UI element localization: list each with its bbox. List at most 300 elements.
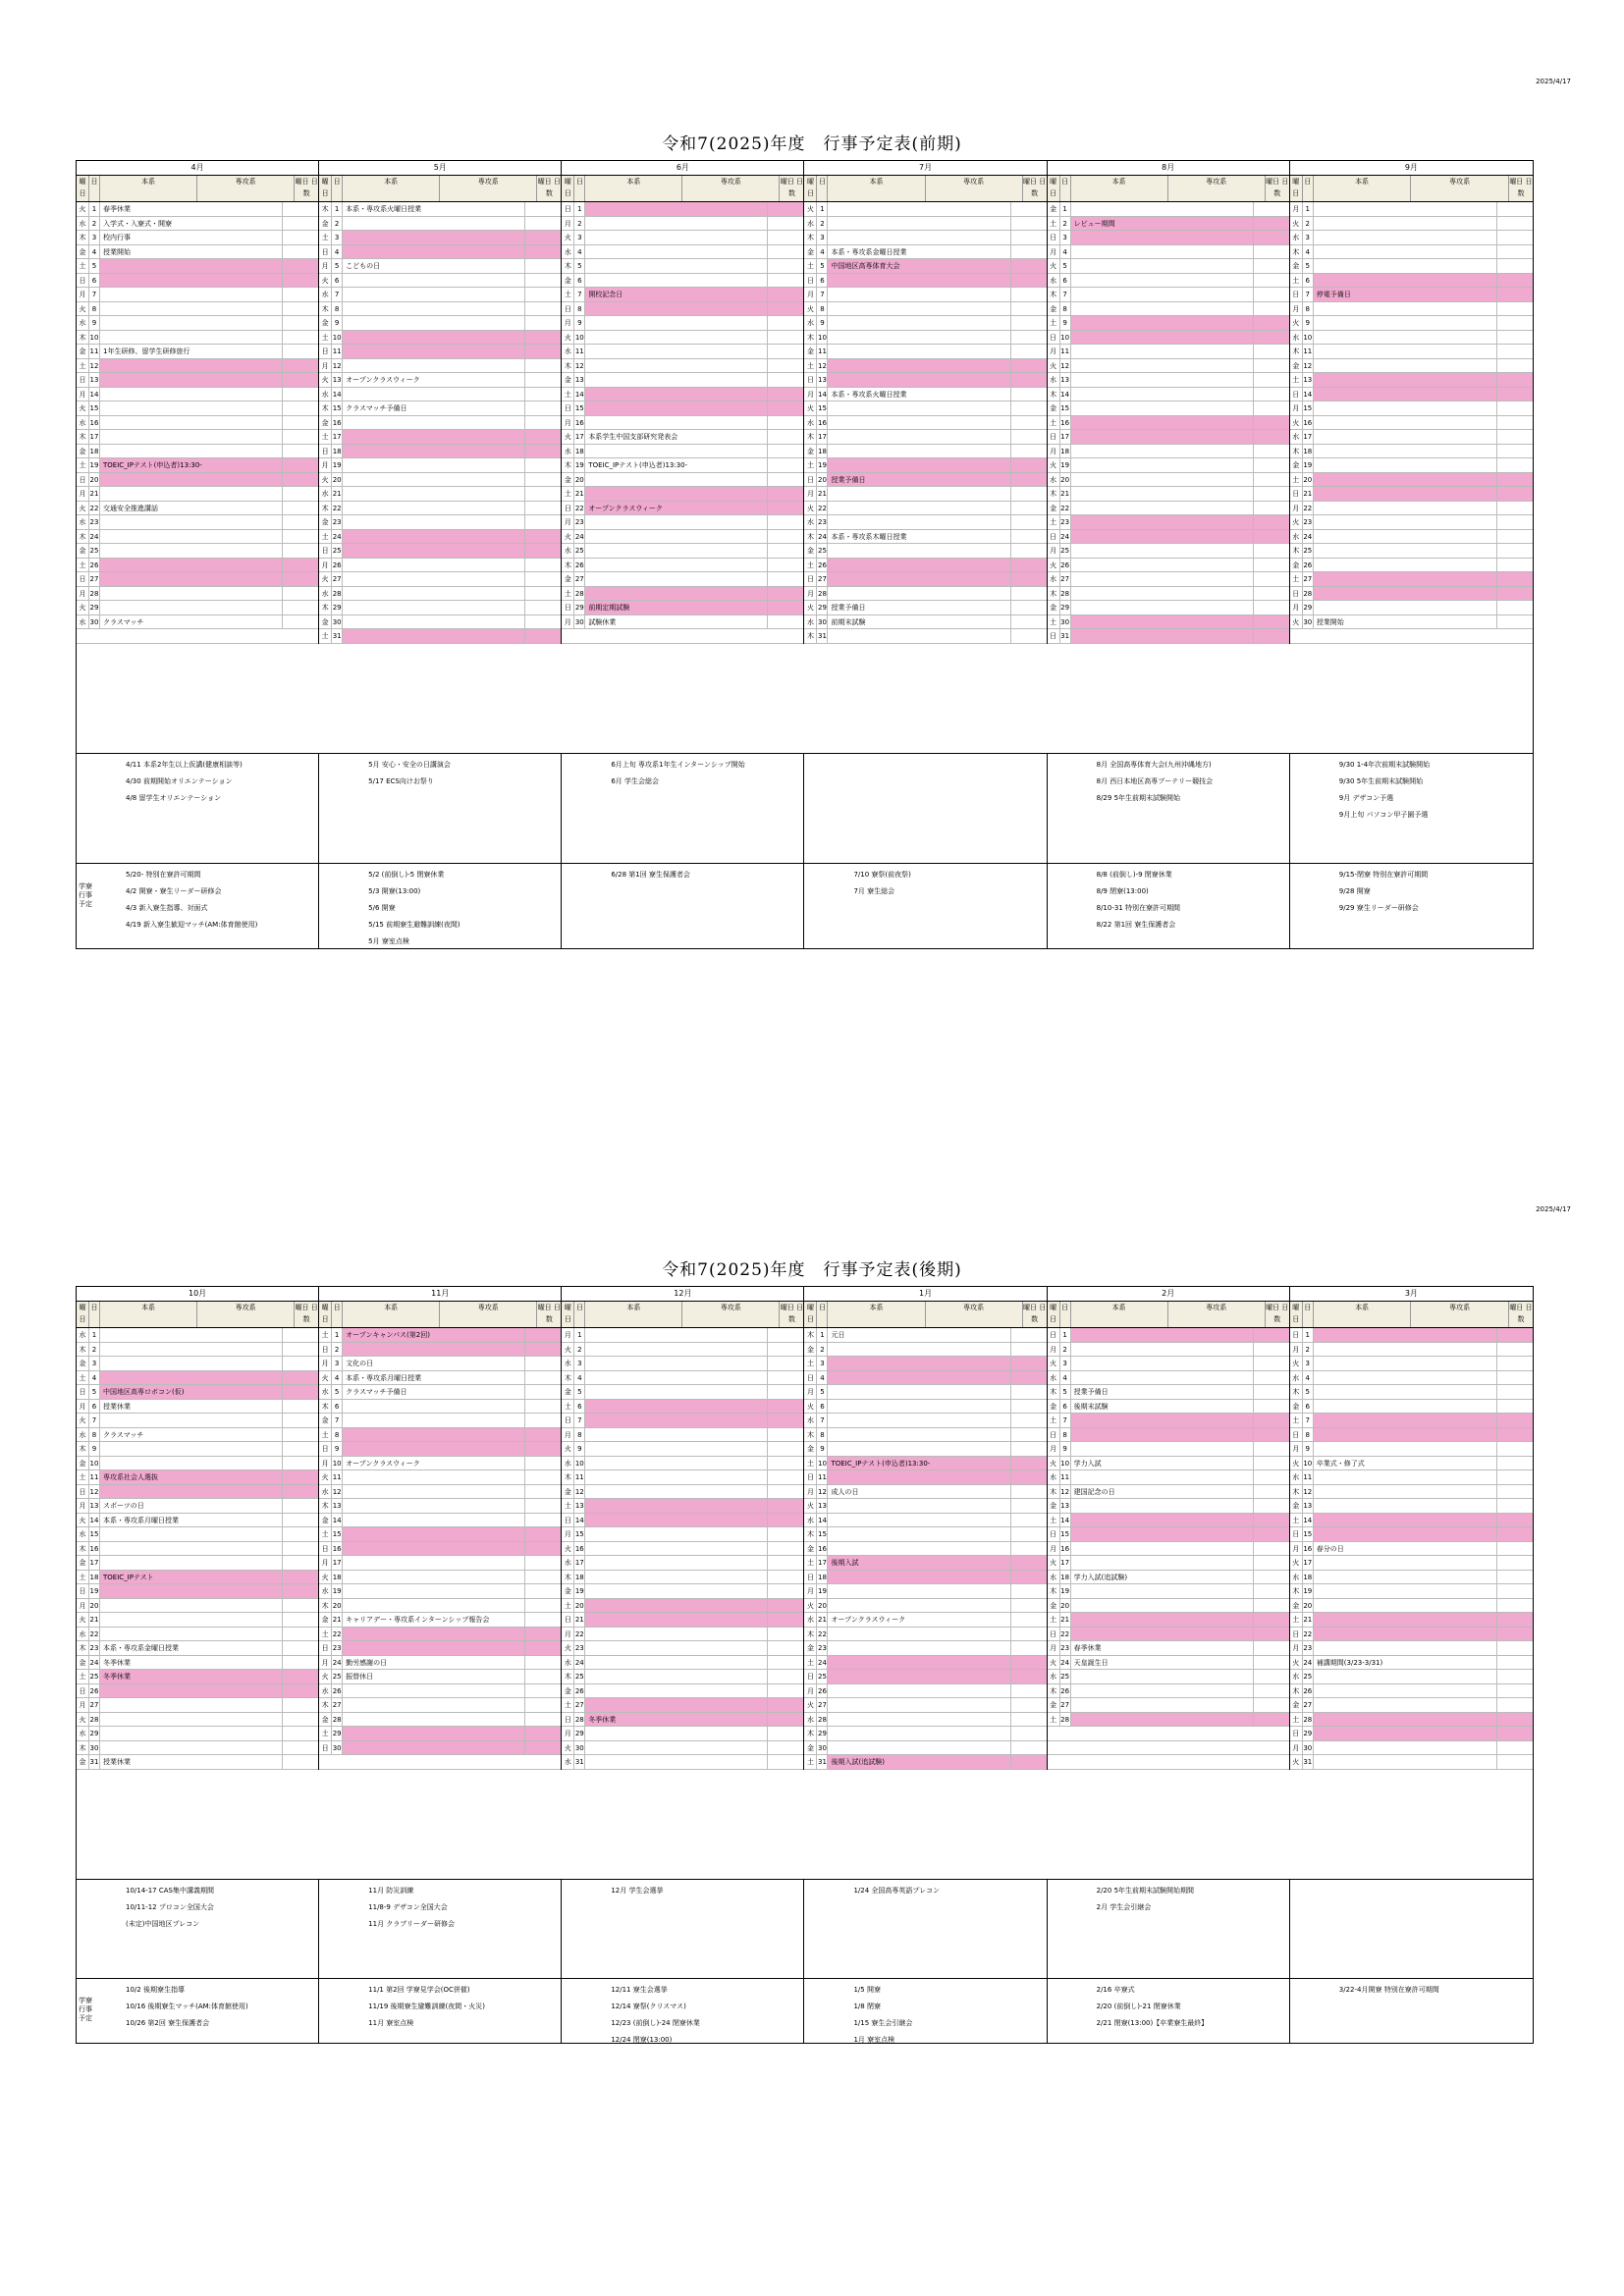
count-cell (524, 345, 561, 358)
day-cell: 10 (1303, 1457, 1314, 1470)
count-cell (1010, 1400, 1047, 1414)
event-cell (1071, 1414, 1253, 1427)
weekday-cell: 月 (1048, 345, 1060, 358)
day-cell: 11 (89, 1470, 100, 1484)
day-cell: 20 (1303, 1599, 1314, 1613)
day-row (562, 458, 803, 473)
day-cell: 20 (89, 473, 100, 487)
event-cell: 専攻系社会人選抜 (100, 1470, 282, 1484)
day-cell: 17 (332, 430, 343, 444)
day-cell: 26 (574, 1684, 585, 1698)
count-cell (282, 259, 318, 273)
event-cell (1071, 1527, 1253, 1541)
count-cell (1496, 1727, 1533, 1740)
day-row (804, 572, 1046, 587)
count-cell (282, 345, 318, 358)
dorm-events-label: 学寮行事予定 (79, 1997, 92, 2022)
day-row (319, 1485, 561, 1500)
event-cell (1071, 1470, 1253, 1484)
day-cell: 20 (332, 473, 343, 487)
day-row (319, 1499, 561, 1514)
count-cell (1253, 1400, 1289, 1414)
day-cell: 8 (817, 1428, 828, 1442)
day-row (804, 345, 1046, 359)
count-cell (767, 1613, 803, 1627)
event-cell (100, 1542, 282, 1556)
weekday-cell: 水 (77, 1428, 89, 1442)
day-cell: 7 (817, 1414, 828, 1427)
day-row (319, 1514, 561, 1528)
event-cell (585, 1527, 767, 1541)
weekday-cell: 土 (1290, 572, 1303, 586)
weekday-cell: 土 (77, 359, 89, 373)
day-row (562, 416, 803, 431)
note-item: 4/8 留学生オリエンテーション (126, 794, 222, 802)
count-cell (1496, 1571, 1533, 1584)
weekday-cell: 月 (804, 1684, 817, 1698)
count-cell (1010, 217, 1047, 231)
event-cell (585, 373, 767, 387)
event-cell (585, 1628, 767, 1641)
day-row (1048, 1527, 1289, 1542)
day-cell: 13 (1060, 1499, 1071, 1513)
day-row (77, 445, 318, 459)
event-cell (585, 1613, 767, 1627)
weekday-cell: 日 (77, 1584, 89, 1598)
notes-column (1290, 754, 1533, 864)
day-row (319, 345, 561, 359)
day-row (77, 316, 318, 331)
day-row (804, 1613, 1046, 1628)
day-row (562, 359, 803, 374)
count-cell (524, 1385, 561, 1399)
weekday-cell: 日 (1048, 629, 1060, 643)
day-cell: 31 (332, 629, 343, 643)
event-cell (100, 601, 282, 614)
count-cell (767, 1357, 803, 1370)
count-cell (1010, 416, 1047, 430)
count-cell (1496, 1371, 1533, 1385)
weekday-cell: 日 (77, 473, 89, 487)
note-item: 8/10-31 特別在寮許可期間 (1096, 904, 1181, 912)
day-row (1048, 1414, 1289, 1428)
day-row (562, 1414, 803, 1428)
day-cell: 22 (332, 502, 343, 515)
count-cell (1496, 1741, 1533, 1755)
count-cell (524, 1527, 561, 1541)
day-cell: 16 (89, 416, 100, 430)
count-cell (767, 302, 803, 316)
count-cell (1496, 274, 1533, 288)
count-cell (524, 1485, 561, 1499)
day-cell: 30 (1303, 615, 1314, 629)
event-cell: オープンクラスウィーク (585, 502, 767, 515)
day-cell: 27 (1060, 1698, 1071, 1712)
count-cell (767, 359, 803, 373)
column-header-cell: 曜日 日数 (295, 1304, 318, 1323)
count-cell (1010, 1656, 1047, 1670)
day-row (1048, 202, 1289, 217)
count-cell (524, 1357, 561, 1370)
event-cell (1314, 345, 1496, 358)
weekday-cell: 木 (804, 231, 817, 244)
day-cell: 23 (574, 515, 585, 529)
day-row (77, 274, 318, 289)
event-cell (343, 1556, 524, 1570)
weekday-cell: 日 (1290, 1428, 1303, 1442)
weekday-cell: 月 (77, 1698, 89, 1712)
day-cell: 5 (89, 259, 100, 273)
event-cell (1314, 1684, 1496, 1698)
column-header-cell: 曜日 日数 (295, 178, 318, 197)
weekday-cell: 木 (77, 430, 89, 444)
weekday-cell: 土 (1290, 1713, 1303, 1727)
column-header-cell: 曜日 日数 (537, 178, 561, 197)
day-cell: 23 (574, 1641, 585, 1655)
day-row (1048, 1428, 1289, 1443)
event-cell (100, 1613, 282, 1627)
day-cell: 16 (332, 1542, 343, 1556)
column-header (77, 176, 318, 202)
event-cell: 前期末試験 (831, 617, 866, 626)
event-cell (1071, 544, 1253, 558)
day-cell: 6 (574, 1400, 585, 1414)
event-cell (828, 458, 1009, 472)
day-cell: 23 (1303, 515, 1314, 529)
day-cell: 9 (89, 316, 100, 330)
day-cell: 28 (1060, 1713, 1071, 1727)
weekday-cell: 水 (1290, 1670, 1303, 1683)
count-cell (282, 1613, 318, 1627)
count-cell (767, 259, 803, 273)
weekday-cell: 木 (319, 502, 332, 515)
count-cell (524, 359, 561, 373)
weekday-cell: 木 (77, 1542, 89, 1556)
event-cell (585, 1670, 767, 1683)
day-cell: 6 (1303, 274, 1314, 288)
day-row (1048, 1385, 1289, 1400)
count-cell (1010, 274, 1047, 288)
day-row (319, 1343, 561, 1358)
event-cell (585, 359, 767, 373)
day-cell: 1 (89, 202, 100, 216)
day-cell: 9 (1303, 1442, 1314, 1456)
day-cell: 24 (89, 1656, 100, 1670)
day-cell: 2 (89, 217, 100, 231)
event-cell (343, 1470, 524, 1484)
weekday-cell: 火 (804, 1698, 817, 1712)
event-cell (828, 1670, 1009, 1683)
weekday-cell: 火 (319, 1470, 332, 1484)
event-cell: クラスマッチ予備日 (346, 1388, 407, 1396)
count-cell (767, 487, 803, 501)
day-row (804, 1527, 1046, 1542)
event-cell (1314, 487, 1496, 501)
event-cell (343, 1698, 524, 1712)
weekday-cell: 日 (562, 1613, 574, 1627)
column-header-cell: 日 (89, 1302, 100, 1327)
day-cell: 2 (574, 217, 585, 231)
count-cell (1496, 1385, 1533, 1399)
day-cell: 29 (332, 601, 343, 614)
column-header-cell: 日 (1303, 176, 1314, 201)
day-cell: 18 (332, 1571, 343, 1584)
day-cell: 16 (1060, 416, 1071, 430)
day-row (1290, 1741, 1533, 1756)
weekday-cell: 日 (804, 1470, 817, 1484)
day-cell: 9 (817, 316, 828, 330)
day-cell: 11 (574, 1470, 585, 1484)
weekday-cell: 金 (804, 445, 817, 458)
day-cell: 8 (1060, 302, 1071, 316)
count-cell (282, 1584, 318, 1598)
day-row (804, 1755, 1046, 1770)
event-cell (828, 231, 1009, 244)
weekday-cell: 金 (77, 1656, 89, 1670)
event-cell (828, 1385, 1009, 1399)
event-cell (1071, 502, 1253, 515)
weekday-cell: 日 (804, 274, 817, 288)
day-cell: 14 (574, 388, 585, 401)
weekday-cell: 水 (1290, 1470, 1303, 1484)
notes-top (77, 753, 1533, 864)
day-cell: 23 (817, 515, 828, 529)
day-cell: 16 (574, 416, 585, 430)
day-cell: 15 (1060, 1527, 1071, 1541)
event-cell (1071, 231, 1253, 244)
count-cell (767, 1514, 803, 1527)
weekday-cell: 水 (319, 1584, 332, 1598)
day-row (804, 288, 1046, 302)
count-cell (1010, 430, 1047, 444)
count-cell (767, 1628, 803, 1641)
event-cell (1314, 373, 1496, 387)
day-row (804, 401, 1046, 416)
count-cell (1253, 473, 1289, 487)
day-row (1048, 288, 1289, 302)
day-row (77, 1470, 318, 1485)
count-cell (1253, 572, 1289, 586)
day-row (319, 1357, 561, 1371)
day-row (804, 1442, 1046, 1457)
day-cell: 14 (89, 1514, 100, 1527)
day-row (804, 388, 1046, 402)
day-cell: 28 (817, 1713, 828, 1727)
weekday-cell: 水 (1290, 1571, 1303, 1584)
event-cell (1071, 1599, 1253, 1613)
event-cell (585, 1698, 767, 1712)
day-cell: 19 (574, 458, 585, 472)
day-cell: 29 (89, 1727, 100, 1740)
count-cell (767, 445, 803, 458)
weekday-cell: 土 (77, 1571, 89, 1584)
count-cell (1496, 401, 1533, 415)
count-cell (282, 388, 318, 401)
notes-column (804, 1979, 1047, 2043)
weekday-cell: 土 (804, 1457, 817, 1470)
day-row (1048, 544, 1289, 559)
event-cell (585, 1457, 767, 1470)
weekday-cell: 水 (77, 1727, 89, 1740)
count-cell (1496, 1357, 1533, 1370)
event-cell (828, 373, 1009, 387)
notes-top (77, 1879, 1533, 1979)
notes-column (77, 1880, 319, 1979)
column-header-cell: 専攻系 (926, 176, 1023, 201)
count-cell (1496, 1641, 1533, 1655)
day-cell: 31 (1060, 629, 1071, 643)
count-cell (767, 202, 803, 216)
count-cell (524, 1556, 561, 1570)
weekday-cell: 木 (319, 302, 332, 316)
weekday-cell: 金 (804, 544, 817, 558)
count-cell (524, 544, 561, 558)
count-cell (282, 288, 318, 301)
event-cell (828, 1741, 1009, 1755)
count-cell (1496, 316, 1533, 330)
weekday-cell: 木 (319, 1698, 332, 1712)
count-cell (767, 1400, 803, 1414)
weekday-cell: 火 (562, 530, 574, 544)
event-cell (828, 359, 1009, 373)
weekday-cell: 木 (1290, 1584, 1303, 1598)
note-item: 7月 寮生総会 (853, 887, 895, 895)
day-row (77, 1599, 318, 1614)
count-cell (282, 1343, 318, 1357)
count-cell (767, 1343, 803, 1357)
event-cell (1071, 245, 1253, 259)
day-cell: 26 (1060, 1684, 1071, 1698)
weekday-cell: 火 (77, 202, 89, 216)
event-cell (100, 1684, 282, 1698)
weekday-cell: 金 (77, 1556, 89, 1570)
note-item: 2/20 5年生前期末試験開始期間 (1096, 1887, 1195, 1895)
event-cell (1071, 572, 1253, 586)
day-cell: 15 (1303, 401, 1314, 415)
day-row (804, 416, 1046, 431)
count-cell (767, 1414, 803, 1427)
day-cell: 31 (89, 1755, 100, 1769)
weekday-cell: 木 (562, 259, 574, 273)
count-cell (1496, 1684, 1533, 1698)
count-cell (524, 1414, 561, 1427)
count-cell (1010, 1414, 1047, 1427)
event-cell (1071, 1357, 1253, 1370)
count-cell (282, 1641, 318, 1655)
day-cell: 25 (89, 544, 100, 558)
event-cell (1314, 1741, 1496, 1755)
day-cell: 11 (89, 345, 100, 358)
event-cell (1314, 388, 1496, 401)
event-cell: 春季休業 (1073, 1644, 1102, 1652)
weekday-cell: 水 (1048, 1571, 1060, 1584)
day-row (804, 473, 1046, 488)
count-cell (1253, 1357, 1289, 1370)
count-cell (524, 416, 561, 430)
count-cell (1010, 530, 1047, 544)
day-row (77, 202, 318, 217)
column-header-cell: 本系 (343, 1302, 440, 1327)
event-cell (1314, 1755, 1496, 1769)
weekday-cell: 木 (1048, 587, 1060, 601)
day-cell: 31 (817, 629, 828, 643)
count-cell (282, 559, 318, 572)
day-row (1290, 1470, 1533, 1485)
event-cell (1071, 202, 1253, 216)
weekday-cell: 日 (1290, 487, 1303, 501)
event-cell (1071, 288, 1253, 301)
count-cell (1496, 1556, 1533, 1570)
day-row (319, 1656, 561, 1671)
event-cell (585, 1343, 767, 1357)
count-cell (1010, 1755, 1047, 1769)
day-cell: 3 (332, 231, 343, 244)
day-row (1048, 1727, 1289, 1741)
day-cell: 14 (1303, 1514, 1314, 1527)
event-cell (585, 1371, 767, 1385)
day-row (77, 373, 318, 388)
event-cell (1314, 401, 1496, 415)
day-row (562, 1698, 803, 1713)
day-row (319, 629, 561, 644)
event-cell (1071, 373, 1253, 387)
event-cell: 後期入試 (828, 1556, 1009, 1570)
day-row (562, 1613, 803, 1628)
day-row (1290, 316, 1533, 331)
month-header: 3月 (1290, 1287, 1533, 1302)
note-item: 9/28 開寮 (1338, 887, 1371, 895)
day-row (562, 202, 803, 217)
day-cell: 26 (332, 559, 343, 572)
weekday-cell: 土 (1048, 316, 1060, 330)
day-row (1290, 345, 1533, 359)
event-cell: 文化の日 (346, 1360, 374, 1367)
event-cell (1314, 1428, 1496, 1442)
count-cell (1010, 559, 1047, 572)
weekday-cell: 日 (1048, 430, 1060, 444)
count-cell (767, 1599, 803, 1613)
day-cell: 19 (89, 1584, 100, 1598)
day-row (1048, 331, 1289, 346)
day-row (319, 544, 561, 559)
day-cell: 27 (1060, 572, 1071, 586)
weekday-cell: 月 (562, 515, 574, 529)
note-item: 8/8 (前倒し)-9 閉寮休業 (1096, 871, 1172, 879)
day-cell: 20 (332, 1599, 343, 1613)
count-cell (524, 502, 561, 515)
day-cell: 2 (574, 1343, 585, 1357)
day-row (319, 601, 561, 615)
weekday-cell: 金 (1290, 1698, 1303, 1712)
event-cell: 勤労感謝の日 (346, 1658, 388, 1667)
day-cell: 21 (574, 1613, 585, 1627)
count-cell (282, 1414, 318, 1427)
event-cell (343, 1684, 524, 1698)
day-row (77, 1542, 318, 1557)
weekday-cell: 土 (1048, 1514, 1060, 1527)
column-header-cell: 曜日 (1048, 176, 1060, 201)
count-cell (282, 1470, 318, 1484)
weekday-cell: 月 (319, 559, 332, 572)
count-cell (1253, 487, 1289, 501)
weekday-cell: 金 (1290, 1599, 1303, 1613)
weekday-cell: 金 (77, 544, 89, 558)
count-cell (524, 373, 561, 387)
event-cell: TOEIC_IPテスト(申込者)13:30- (100, 458, 282, 472)
note-item: 11月 クラブリーダー研修会 (368, 1920, 456, 1928)
event-cell (343, 1713, 524, 1727)
day-row (77, 1670, 318, 1684)
